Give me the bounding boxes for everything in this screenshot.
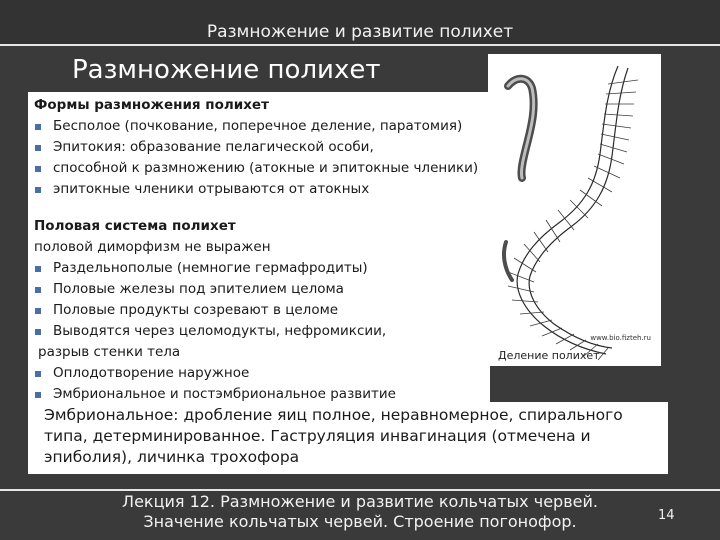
footer-line: Значение кольчатых червей. Строение погонофор. (143, 512, 577, 531)
list-item: эпитокные членики отрываются от атокных (34, 179, 478, 200)
embryo-note: Эмбриональное: дробление яиц полное, неравномерное, спирального типа, детерминированное. Гаструляция инвагинация (отмечена и эпиболия), личинка трохофора (44, 406, 623, 466)
header-divider (0, 44, 720, 46)
slide-title: Размножение полихет (72, 55, 381, 85)
footer-divider (0, 489, 720, 491)
bullet-icon (35, 124, 41, 130)
section-reproductive-system (34, 216, 396, 405)
polychaete-division-figure (488, 54, 661, 366)
bullet-icon (35, 371, 41, 377)
polychaete-illustration (488, 54, 661, 366)
figure-credit: www.bio.fizteh.ru (590, 334, 651, 342)
list-item: Выводятся через целомодукты, нефромиксии, (34, 321, 396, 342)
content-panel (28, 92, 490, 402)
list-item: Эмбриональное и постэмбриональное развитие (34, 384, 396, 405)
section-reproduction-forms (34, 95, 478, 200)
list-item: Раздельнополые (немногие гермафродиты) (34, 258, 396, 279)
list-item: Бесполое (почкование, поперечное деление, паратомия) (34, 116, 478, 137)
embryo-note-panel (28, 402, 668, 474)
list-item: Оплодотворение наружное (34, 363, 396, 384)
bullet-icon (35, 187, 41, 193)
bullet-icon (35, 392, 41, 398)
bullet-icon (35, 308, 41, 314)
section-heading: Формы размножения полихет (34, 97, 269, 113)
header-title: Размножение и развитие полихет (206, 22, 514, 42)
list-item: Половые железы под эпителием целома (34, 279, 396, 300)
intro-text: половой диморфизм не выражен (34, 239, 271, 255)
footer (0, 492, 720, 532)
bullet-icon (35, 266, 41, 272)
footer-line: Лекция 12. Размножение и развитие кольчатых червей. (122, 492, 598, 511)
list-item: Половые продукты созревают в целоме (34, 300, 396, 321)
page-number: 14 (658, 508, 675, 523)
bullet-icon (35, 166, 41, 172)
continuation-text: разрыв стенки тела (38, 344, 181, 360)
bullet-icon (35, 145, 41, 151)
bullet-icon (35, 329, 41, 335)
list-item: Эпитокия: образование пелагической особи, (34, 137, 478, 158)
list-item: способной к размножению (атокные и эпитокные членики) (34, 158, 478, 179)
section-heading: Половая система полихет (34, 218, 236, 234)
header-bar (0, 0, 720, 46)
bullet-icon (35, 287, 41, 293)
figure-caption: Деление полихет (498, 349, 600, 362)
